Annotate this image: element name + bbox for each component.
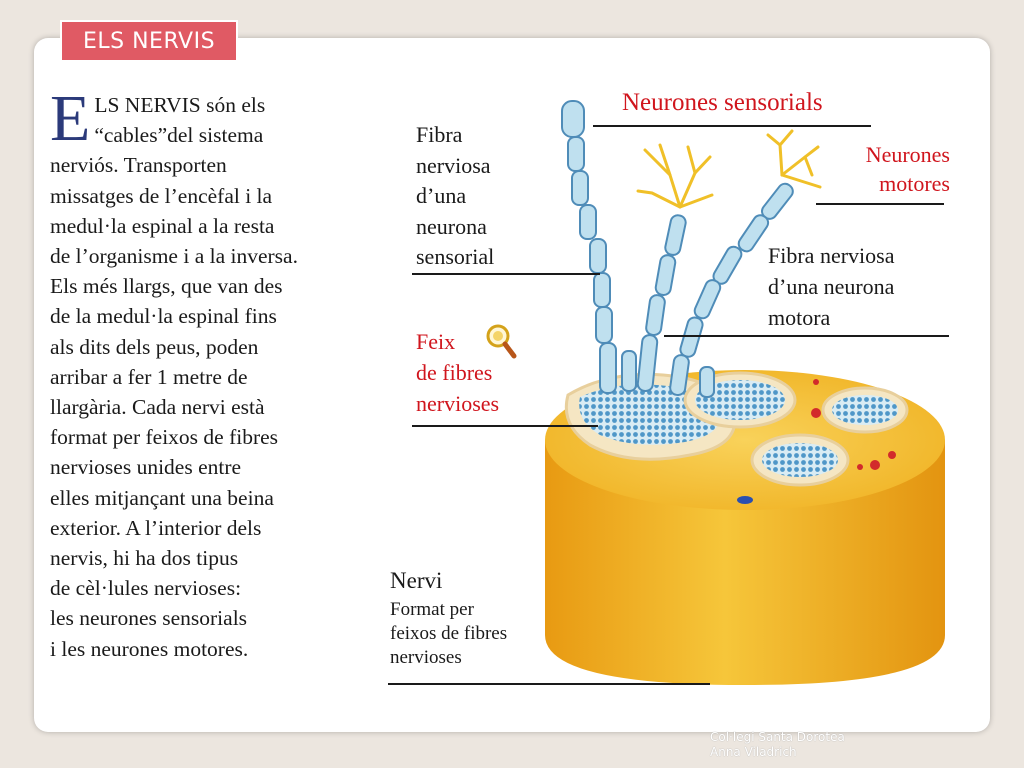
sensory-fiber [562, 101, 616, 393]
label-nerve-desc: Format per feixos de fibres nervioses [390, 599, 508, 668]
label-sensory-fiber: Fibra nerviosa d’una neurona sensorial [416, 122, 495, 269]
leader-line [412, 273, 600, 275]
body-line: Els més llargs, que van des [50, 274, 283, 299]
body-line: nervioses unides entre [50, 455, 242, 480]
label-fiber-bundle: Feix de fibres nervioses [416, 329, 500, 416]
leader-line [664, 335, 949, 337]
label-motor-fiber: Fibra nerviosa d’una neurona motora [768, 243, 895, 330]
motor-fiber [637, 145, 712, 392]
leader-line [388, 683, 710, 685]
label-nerve-title: Nervi [390, 568, 443, 593]
body-line: de la medul·la espinal fins [50, 304, 277, 329]
body-line: LS NERVIS són els [94, 93, 266, 117]
body-line: als dits dels peus, poden [50, 334, 259, 359]
body-line: medul·la espinal a la resta [50, 213, 275, 238]
body-line: “cables”del sistema [94, 123, 264, 148]
body-line: i les neurones motores. [50, 636, 249, 661]
body-line: arribar a fer 1 metre de [50, 364, 248, 389]
label-motor-neurons: Neurones motores [865, 142, 950, 196]
body-text [50, 82, 400, 664]
label-sensory-neurons: Neurones sensorials [622, 89, 823, 116]
leader-line [816, 203, 944, 205]
body-line: llargària. Cada nervi està [50, 395, 265, 420]
dropcap: E [50, 82, 91, 155]
body-line: format per feixos de fibres [50, 425, 279, 450]
body-line: exterior. A l’interior dels [50, 515, 262, 540]
body-line: de l’organisme i a la inversa. [50, 244, 298, 269]
slide-title: ELS NERVIS [60, 20, 238, 62]
body-line: missatges de l’encèfal i la [50, 183, 273, 208]
leader-line [412, 425, 598, 427]
footer-credit: Col·legi Santa Dorotea Anna Viladrich [710, 730, 845, 759]
body-line: nervis, hi ha dos tipus [50, 546, 239, 571]
body-line: elles mitjançant una beina [50, 485, 274, 510]
fiber-bundle [752, 435, 848, 485]
fiber-bundle [823, 388, 907, 432]
body-line: de cèl·lules nervioses: [50, 576, 242, 601]
leader-line [593, 125, 871, 127]
body-line: les neurones sensorials [50, 606, 248, 631]
body-line: nerviós. Transporten [50, 153, 227, 178]
